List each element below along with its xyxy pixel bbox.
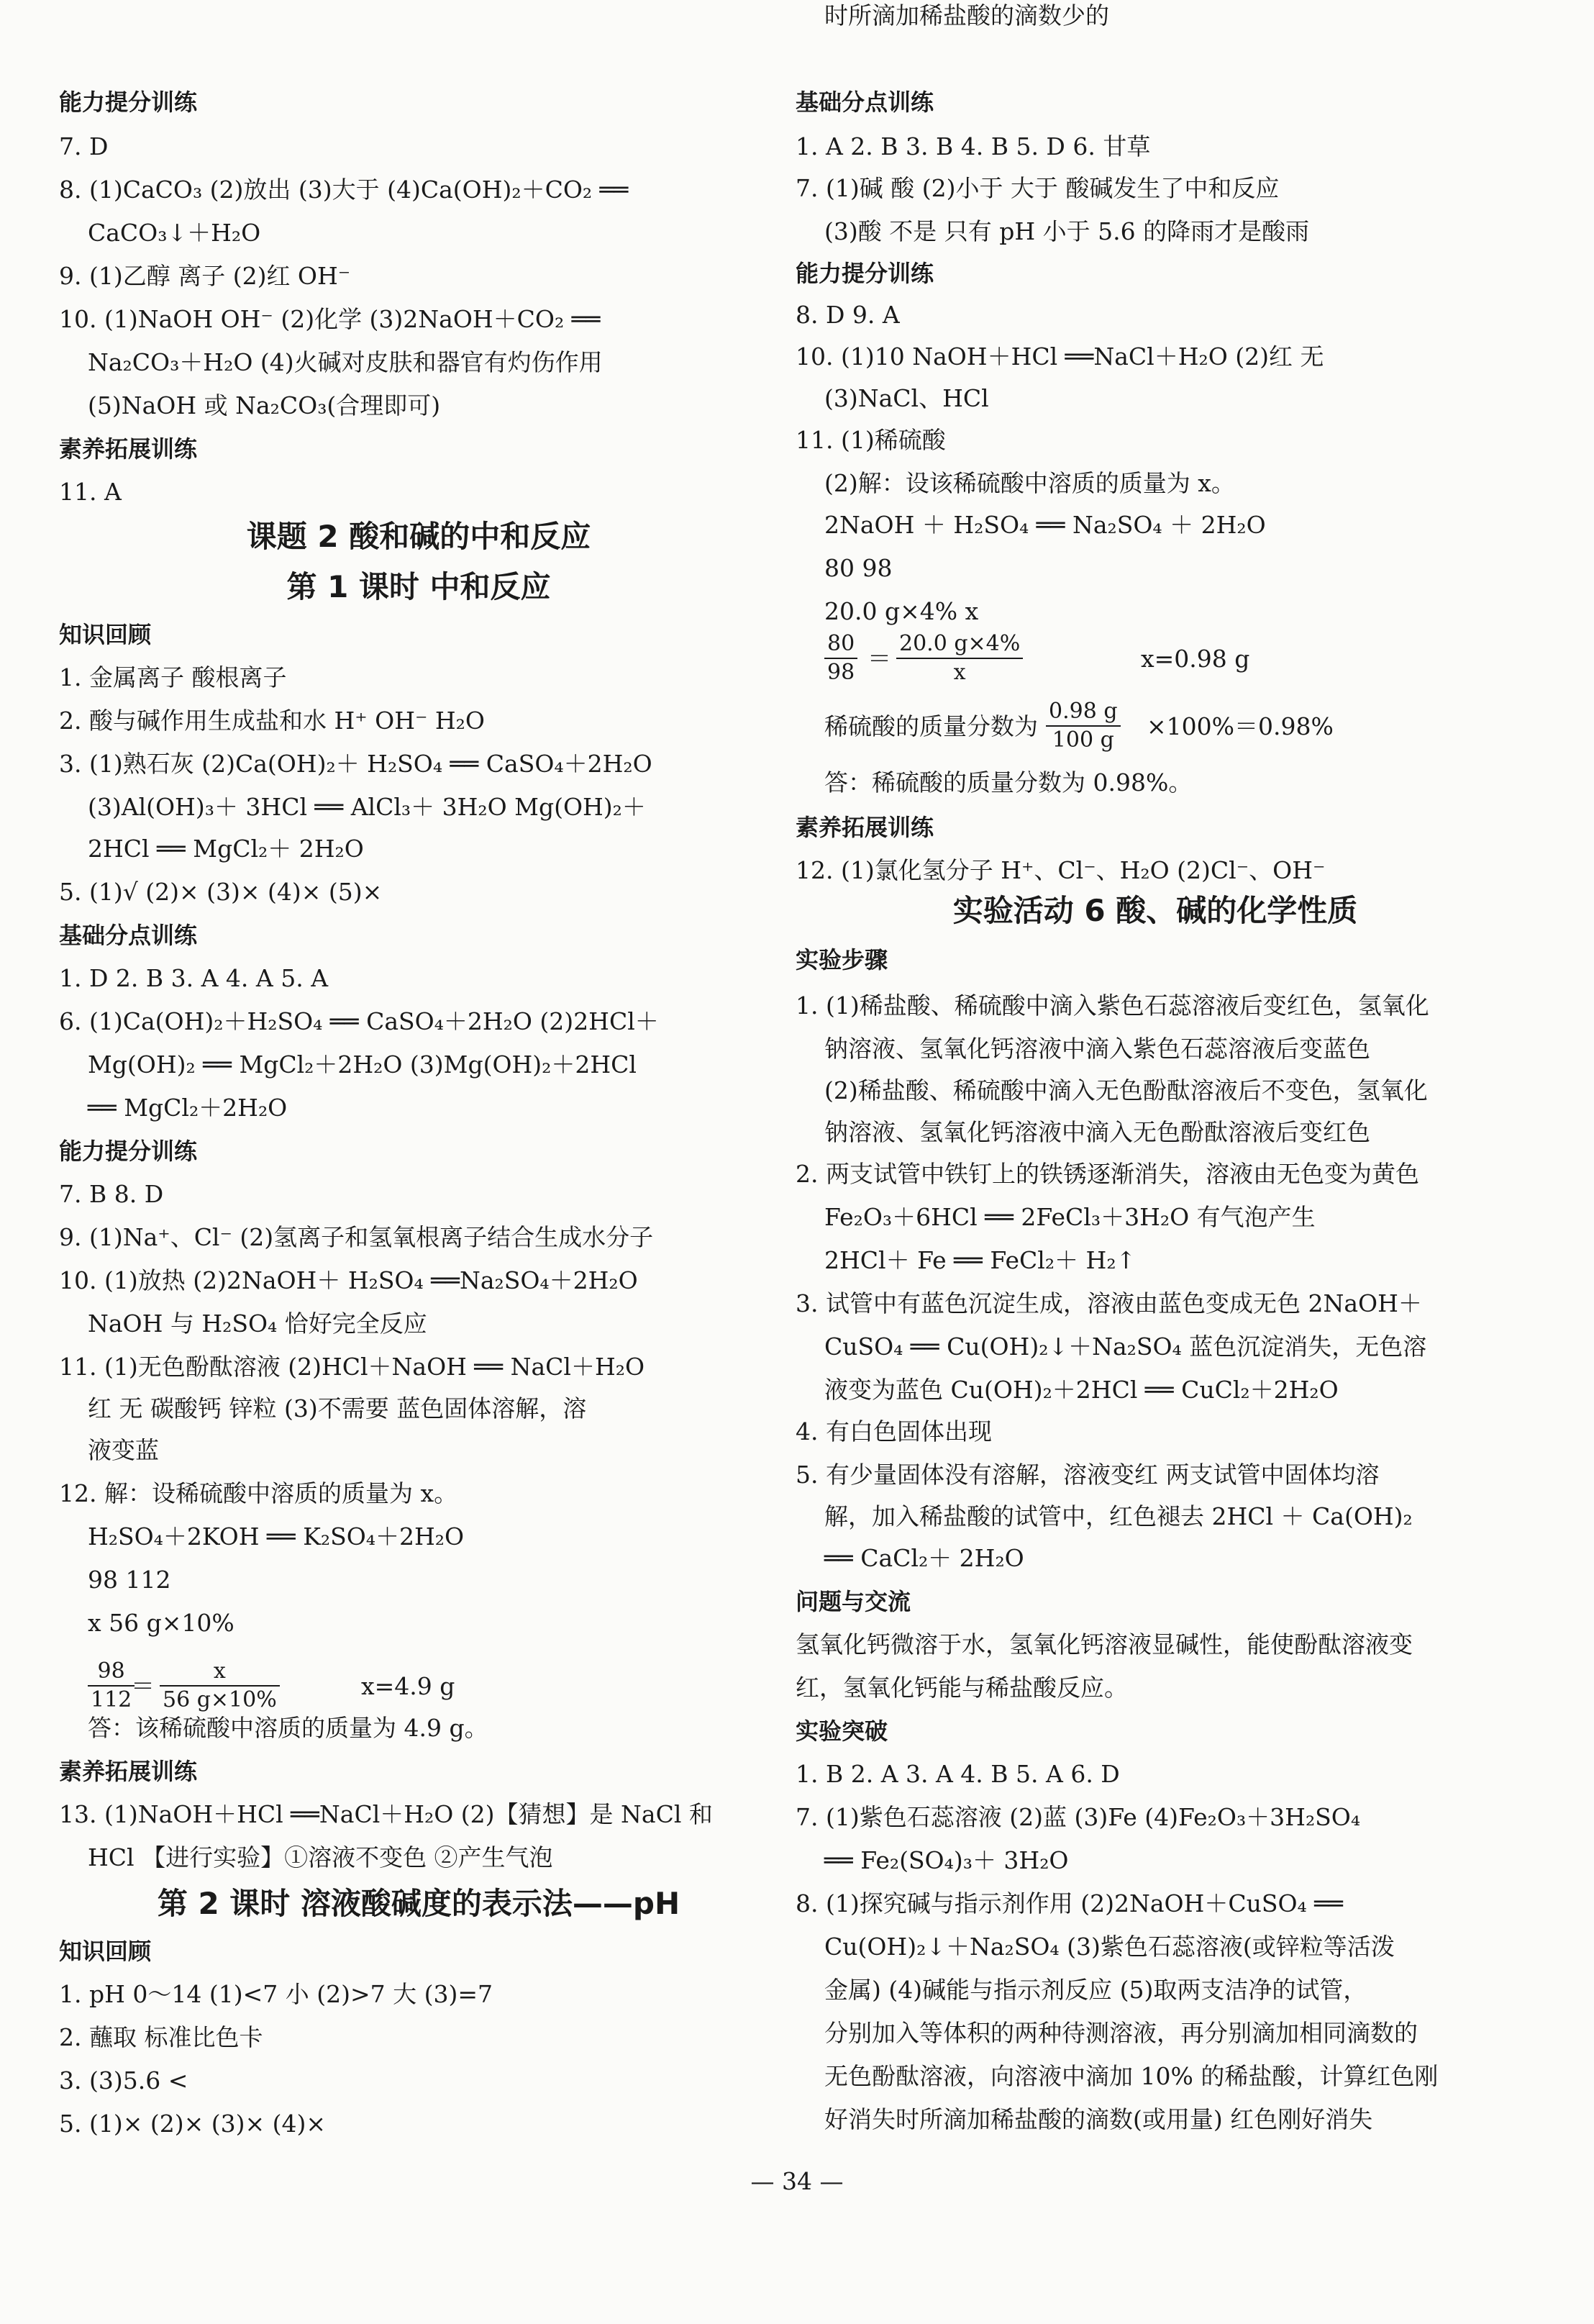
answer-line: 8. (1)探究碱与指示剂作用 (2)2NaOH＋CuSO₄ ══ [796, 1889, 1343, 1917]
answer-line: 红，氢氧化钙能与稀盐酸反应。 [796, 1674, 1128, 1702]
fraction-denominator: 100 g [1052, 727, 1114, 753]
section-heading: 能力提分训练 [796, 260, 934, 287]
result-text: x=4.9 g [361, 1672, 455, 1700]
answer-line: 答：稀硫酸的质量分数为 0.98%。 [824, 768, 1193, 796]
answer-line: ══ MgCl₂＋2H₂O [88, 1094, 288, 1122]
answer-line: 好消失时所滴加稀盐酸的滴数(或用量) 红色刚好消失 [824, 2105, 1373, 2133]
answer-line: 钠溶液、氢氧化钙溶液中滴入无色酚酞溶液后变红色 [824, 1118, 1370, 1146]
fraction [160, 1658, 280, 1714]
section-heading: 知识回顾 [59, 621, 152, 648]
answer-line: 液变蓝 [88, 1436, 159, 1464]
fraction-denominator: 56 g×10% [163, 1687, 277, 1712]
answer-line: 3. (1)熟石灰 (2)Ca(OH)₂＋ H₂SO₄ ══ CaSO₄＋2H₂O [59, 750, 652, 778]
section-heading: 实验步骤 [796, 946, 888, 973]
answer-line: 7. (1)紫色石蕊溶液 (2)蓝 (3)Fe (4)Fe₂O₃＋3H₂SO₄ [796, 1803, 1361, 1831]
equals-sign: ＝ [131, 1672, 155, 1700]
answer-line: 98 112 [88, 1566, 171, 1594]
answer-line: H₂SO₄＋2KOH ══ K₂SO₄＋2H₂O [88, 1522, 465, 1551]
answer-line: 2NaOH ＋ H₂SO₄ ══ Na₂SO₄ ＋ 2H₂O [824, 511, 1266, 539]
section-heading: 素养拓展训练 [59, 1758, 198, 1785]
fraction-denominator: 112 [91, 1687, 132, 1712]
answer-line: 金属) (4)碱能与指示剂反应 (5)取两支洁净的试管， [824, 1976, 1367, 2004]
answer-line: 2. 酸与碱作用生成盐和水 H⁺ OH⁻ H₂O [59, 707, 485, 735]
answer-line: 7. (1)碱 酸 (2)小于 大于 酸碱发生了中和反应 [796, 174, 1280, 202]
answer-line: (5)NaOH 或 Na₂CO₃(合理即可) [88, 391, 441, 419]
answer-line: (2)稀盐酸、稀硫酸中滴入无色酚酞溶液后不变色，氢氧化 [824, 1076, 1428, 1104]
answer-line: 液变为蓝色 Cu(OH)₂＋2HCl ══ CuCl₂＋2H₂O [824, 1376, 1339, 1404]
section-heading: 素养拓展训练 [59, 435, 198, 463]
answer-line: 1. 金属离子 酸根离子 [59, 663, 287, 691]
answer-line: Cu(OH)₂↓＋Na₂SO₄ (3)紫色石蕊溶液(或锌粒等活泼 [824, 1933, 1395, 1961]
answer-line: 10. (1)10 NaOH＋HCl ══NaCl＋H₂O (2)红 无 [796, 342, 1324, 371]
answer-line: 1. (1)稀盐酸、稀硫酸中滴入紫色石蕊溶液后变红色，氢氧化 [796, 991, 1429, 1020]
answer-line: 钠溶液、氢氧化钙溶液中滴入紫色石蕊溶液后变蓝色 [824, 1035, 1370, 1063]
answer-line: 1. A 2. B 3. B 4. B 5. D 6. 甘草 [796, 132, 1151, 160]
answer-line: Mg(OH)₂ ══ MgCl₂＋2H₂O (3)Mg(OH)₂＋2HCl [88, 1050, 637, 1079]
answer-line: 5. 有少量固体没有溶解，溶液变红 两支试管中固体均溶 [796, 1461, 1380, 1489]
answer-line: 12. 解：设稀硫酸中溶质的质量为 x。 [59, 1479, 458, 1507]
answer-line: 氢氧化钙微溶于水，氢氧化钙溶液显碱性，能使酚酞溶液变 [796, 1630, 1413, 1658]
section-heading: 素养拓展训练 [796, 814, 934, 841]
answer-line: (3)Al(OH)₃＋ 3HCl ══ AlCl₃＋ 3H₂O Mg(OH)₂＋ [88, 793, 646, 821]
fraction [824, 630, 857, 686]
answer-line: x 56 g×10% [88, 1609, 234, 1637]
answer-line: (2)解：设该稀硫酸中溶质的质量为 x。 [824, 469, 1235, 497]
answer-line: 7. B 8. D [59, 1180, 164, 1208]
answer-line: 9. (1)乙醇 离子 (2)红 OH⁻ [59, 262, 351, 290]
answer-line: (3)酸 不是 只有 pH 小于 5.6 的降雨才是酸雨 [824, 217, 1310, 245]
answer-line: 11. A [59, 478, 122, 506]
section-heading: 问题与交流 [796, 1588, 911, 1615]
page-number: — 34 — [750, 2167, 844, 2195]
lesson-title: 实验活动 6 酸、碱的化学性质 [952, 893, 1358, 928]
answer-line: 8. (1)CaCO₃ (2)放出 (3)大于 (4)Ca(OH)₂＋CO₂ ══ [59, 176, 629, 204]
answer-line: ══ CaCl₂＋ 2H₂O [824, 1544, 1024, 1572]
fraction-numerator: 20.0 g×4% [896, 630, 1023, 659]
section-heading: 知识回顾 [59, 1938, 152, 1965]
lesson-title: 课题 2 酸和碱的中和反应 [246, 519, 591, 554]
answer-line: 20.0 g×4% x [824, 597, 979, 625]
mass-fraction-label: 稀硫酸的质量分数为 [824, 712, 1038, 740]
answer-line: 11. (1)无色酚酞溶液 (2)HCl＋NaOH ══ NaCl＋H₂O [59, 1353, 645, 1381]
section-heading: 基础分点训练 [796, 88, 934, 116]
answer-line: 12. (1)氯化氢分子 H⁺、Cl⁻、H₂O (2)Cl⁻、OH⁻ [796, 856, 1326, 884]
answer-line: CuSO₄ ══ Cu(OH)₂↓＋Na₂SO₄ 蓝色沉淀消失，无色溶 [824, 1333, 1427, 1361]
answer-line: 答：该稀硫酸中溶质的质量为 4.9 g。 [88, 1714, 488, 1742]
fraction-denominator: 98 [827, 660, 855, 685]
equals-sign: ＝ [867, 645, 891, 673]
mass-fraction-result: ×100%＝0.98% [1147, 712, 1334, 740]
answer-line: 13. (1)NaOH＋HCl ══NaCl＋H₂O (2)【猜想】是 NaCl 和 [59, 1800, 713, 1828]
answer-line: 3. (3)5.6 < [59, 2066, 188, 2094]
lesson-title: 第 2 课时 溶液酸碱度的表示法——pH [157, 1886, 680, 1921]
fraction [88, 1658, 135, 1714]
answer-line: 红 无 碳酸钙 锌粒 (3)不需要 蓝色固体溶解，溶 [88, 1394, 587, 1422]
answer-line: CaCO₃↓＋H₂O [88, 219, 261, 247]
answer-line: 时所滴加稀盐酸的滴数少的 [824, 1, 1109, 29]
answer-line: Na₂CO₃＋H₂O (4)火碱对皮肤和器官有灼伤作用 [88, 348, 603, 376]
answer-line: 解，加入稀盐酸的试管中，红色褪去 2HCl ＋ Ca(OH)₂ [824, 1502, 1413, 1530]
answer-line: 1. pH 0～14 (1)<7 小 (2)>7 大 (3)=7 [59, 1980, 493, 2008]
answer-line: 5. (1)√ (2)× (3)× (4)× (5)× [59, 878, 383, 906]
answer-line: 10. (1)NaOH OH⁻ (2)化学 (3)2NaOH＋CO₂ ══ [59, 305, 601, 333]
answer-line: 2. 两支试管中铁钉上的铁锈逐渐消失，溶液由无色变为黄色 [796, 1160, 1419, 1188]
answer-line: 7. D [59, 132, 109, 160]
section-heading: 基础分点训练 [59, 922, 198, 949]
answer-line: 11. (1)稀硫酸 [796, 426, 946, 454]
lesson-title: 第 1 课时 中和反应 [286, 569, 551, 604]
answer-line: 1. B 2. A 3. A 4. B 5. A 6. D [796, 1760, 1120, 1788]
answer-line: (3)NaCl、HCl [824, 384, 989, 412]
answer-line: 9. (1)Na⁺、Cl⁻ (2)氢离子和氢氧根离子结合生成水分子 [59, 1223, 654, 1251]
answer-line: 5. (1)× (2)× (3)× (4)× [59, 2110, 327, 2138]
answer-line: 无色酚酞溶液，向溶液中滴加 10% 的稀盐酸，计算红色刚 [824, 2062, 1439, 2090]
answer-line: 8. D 9. A [796, 301, 900, 329]
answer-line: 2HCl ══ MgCl₂＋ 2H₂O [88, 835, 364, 863]
result-text: x=0.98 g [1141, 645, 1250, 673]
answer-line: 6. (1)Ca(OH)₂＋H₂SO₄ ══ CaSO₄＋2H₂O (2)2HCl＋ [59, 1007, 659, 1035]
section-heading: 能力提分训练 [59, 1138, 198, 1165]
answer-line: 4. 有白色固体出现 [796, 1417, 992, 1445]
answer-line: Fe₂O₃＋6HCl ══ 2FeCl₃＋3H₂O 有气泡产生 [824, 1203, 1316, 1231]
answer-line: 3. 试管中有蓝色沉淀生成，溶液由蓝色变成无色 2NaOH＋ [796, 1289, 1422, 1317]
answer-line: ══ Fe₂(SO₄)₃＋ 3H₂O [824, 1846, 1069, 1874]
fraction-numerator: 80 [824, 630, 857, 659]
fraction-numerator: 98 [88, 1658, 135, 1687]
fraction-numerator: x [160, 1658, 280, 1687]
answer-line: 2. 蘸取 标准比色卡 [59, 2023, 263, 2051]
answer-line: 10. (1)放热 (2)2NaOH＋ H₂SO₄ ══Na₂SO₄＋2H₂O [59, 1266, 638, 1294]
fraction-denominator: x [953, 660, 966, 685]
fraction [1046, 698, 1121, 754]
fraction [896, 630, 1023, 686]
answer-line: 80 98 [824, 554, 893, 582]
answer-line: HCl 【进行实验】①溶液不变色 ②产生气泡 [88, 1843, 553, 1871]
answer-line: NaOH 与 H₂SO₄ 恰好完全反应 [88, 1309, 427, 1338]
section-heading: 实验突破 [796, 1717, 888, 1745]
answer-line: 1. D 2. B 3. A 4. A 5. A [59, 964, 329, 992]
section-heading: 能力提分训练 [59, 88, 198, 116]
fraction-numerator: 0.98 g [1046, 698, 1121, 727]
answer-line: 2HCl＋ Fe ══ FeCl₂＋ H₂↑ [824, 1246, 1137, 1274]
answer-line: 分别加入等体积的两种待测溶液，再分别滴加相同滴数的 [824, 2019, 1418, 2047]
